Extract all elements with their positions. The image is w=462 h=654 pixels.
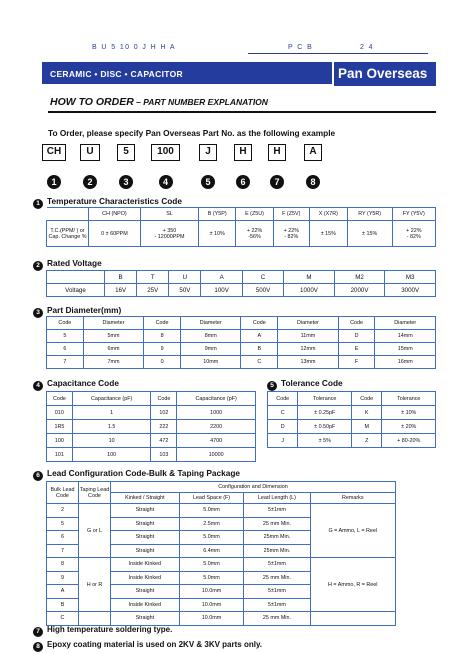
page-title: [50, 96, 268, 108]
table-cell: [79, 612, 111, 626]
pcb-page: [288, 44, 374, 51]
table-cell: [273, 221, 309, 247]
column-header: Code: [151, 392, 177, 406]
column-header: Capacitance (pF): [72, 392, 151, 406]
voltage-value: 100V: [201, 284, 242, 297]
table-cell: 10.0mm: [179, 585, 244, 599]
column-header: Diameter: [180, 317, 241, 330]
table-cell: 7mm: [83, 356, 144, 369]
table-row: [47, 356, 436, 369]
table-cell: J: [268, 434, 298, 448]
section-title: Rated Voltage: [47, 258, 102, 268]
table-header-row: [47, 317, 436, 330]
table-cell: 5.0mm: [179, 531, 244, 545]
cell-line: -56%: [248, 233, 261, 240]
table-cell: 5.0mm: [179, 571, 244, 585]
example-number-circle: 1: [47, 175, 61, 189]
table-cell: 222: [151, 420, 177, 434]
column-header: Tolerance: [382, 392, 436, 406]
example-code-box: H: [234, 144, 252, 161]
column-header: FY (Y5V): [392, 208, 435, 221]
cell-line: + 350: [162, 227, 177, 234]
table-cell: 101: [47, 448, 73, 462]
voltage-code: B: [105, 271, 137, 284]
table-cell: [199, 221, 236, 247]
table-cell: 5±1mm: [244, 504, 310, 518]
column-header: Diameter: [83, 317, 144, 330]
table-header-row: [47, 208, 436, 221]
table-header-row: [47, 271, 436, 284]
example-code-box: H: [268, 144, 286, 161]
section-lead-config: [33, 468, 240, 481]
table-cell: Inside Kinked: [111, 558, 180, 572]
table-cell: [310, 612, 395, 626]
column-header: Taping Lead Code: [79, 482, 111, 504]
column-header: X (X7R): [309, 208, 347, 221]
table-cell: 5mm: [83, 330, 144, 343]
voltage-value: 2000V: [334, 284, 385, 297]
cell-line: ± 15%: [320, 230, 336, 237]
column-header: Code: [241, 317, 278, 330]
table-cell: Inside Kinked: [111, 571, 180, 585]
table-cell: 14mm: [375, 330, 436, 343]
table-cell: 472: [151, 434, 177, 448]
section-number: 1: [33, 199, 43, 209]
section-title: Temperature Characteristics Code: [47, 196, 182, 206]
table-cell: [392, 221, 435, 247]
note-7: [33, 625, 172, 637]
table-cell: 13mm: [278, 356, 339, 369]
table-cell: B: [47, 598, 79, 612]
column-header: Configuration and Dimension: [111, 482, 396, 493]
table-row: [47, 612, 396, 626]
table-cell: 9: [47, 571, 79, 585]
column-header: CH (NPO): [89, 208, 141, 221]
table-cell: Straight: [111, 504, 180, 518]
table-row: [268, 420, 436, 434]
table-cell: 102: [151, 406, 177, 420]
table-cell: 2.5mm: [179, 517, 244, 531]
title-main: HOW TO ORDER: [50, 96, 134, 108]
table-cell: 5: [47, 517, 79, 531]
voltage-value: 25V: [137, 284, 169, 297]
row-label: Voltage: [47, 284, 105, 297]
capacitance-table: [46, 391, 256, 462]
note-text: High temperature soldering type.: [47, 625, 173, 634]
example-number-circle: 3: [119, 175, 133, 189]
title-sub: – PART NUMBER EXPLANATION: [133, 97, 268, 107]
note-text: Epoxy coating material is used on 2KV & 3KV parts only.: [47, 640, 263, 649]
table-cell: 25mm Min.: [244, 544, 310, 558]
table-cell: C: [47, 612, 79, 626]
section-title: Tolerance Code: [281, 378, 343, 388]
table-cell: 12mm: [278, 343, 339, 356]
cell-line: + 22%: [283, 227, 299, 234]
table-cell: 15mm: [375, 343, 436, 356]
column-header: SL: [140, 208, 198, 221]
blank-cell: [47, 208, 89, 221]
table-cell: 010: [47, 406, 73, 420]
row-label-line: T.C.(PPM/ ) or: [50, 227, 85, 234]
section-number: 4: [33, 381, 43, 391]
column-header: E (Z5U): [236, 208, 273, 221]
table-cell: 1R5: [47, 420, 73, 434]
table-cell: 5.0mm: [179, 504, 244, 518]
table-cell: 9mm: [180, 343, 241, 356]
column-header: Code: [47, 392, 73, 406]
table-cell: 8: [47, 558, 79, 572]
voltage-value: 16V: [105, 284, 137, 297]
table-row: [47, 558, 396, 572]
voltage-code: M2: [334, 271, 385, 284]
taping-code: H or R: [79, 558, 111, 612]
table-cell: 6mm: [83, 343, 144, 356]
table-cell: 16mm: [375, 356, 436, 369]
remarks-cell: G = Ammo, L = Reel: [310, 504, 395, 558]
note-8: [33, 640, 262, 652]
table-cell: ± 10%: [382, 406, 436, 420]
header-line: [58, 44, 458, 55]
table-cell: 7: [47, 356, 84, 369]
table-row: [47, 448, 256, 462]
table-cell: 25 mm Min.: [244, 571, 310, 585]
cell-line: - 82%: [406, 233, 421, 240]
column-header: Diameter: [375, 317, 436, 330]
table-cell: 100: [47, 434, 73, 448]
column-header: Code: [144, 317, 181, 330]
section-number: 5: [267, 381, 277, 391]
pcb-label: P C B: [288, 44, 314, 51]
voltage-code: A: [201, 271, 242, 284]
category-banner: CERAMIC • DISC • CAPACITOR: [42, 62, 332, 84]
title-rule: [48, 111, 436, 113]
cell-line: - 82%: [284, 233, 299, 240]
section-number: 6: [33, 471, 43, 481]
table-row: [47, 221, 436, 247]
table-cell: C: [268, 406, 298, 420]
table-cell: C: [241, 356, 278, 369]
column-header: Tolerance: [298, 392, 352, 406]
brand-logo: Pan Overseas: [334, 62, 436, 86]
voltage-value: 50V: [169, 284, 201, 297]
table-cell: Z: [351, 434, 381, 448]
column-header: Code: [268, 392, 298, 406]
column-header: RY (Y5R): [347, 208, 392, 221]
lead-config-table: [46, 481, 396, 626]
table-cell: 10.0mm: [179, 598, 244, 612]
table-row: [268, 406, 436, 420]
taping-code: G or L: [79, 504, 111, 558]
table-cell: 10: [72, 434, 151, 448]
section-title: Part Diameter(mm): [47, 305, 122, 315]
table-cell: 9: [144, 343, 181, 356]
example-number-circle: 6: [236, 175, 250, 189]
remarks-cell: H = Ammo, R = Reel: [310, 558, 395, 612]
column-header: Diameter: [278, 317, 339, 330]
section-number: 2: [33, 261, 43, 271]
table-cell: ± 0.25pF: [298, 406, 352, 420]
temperature-table: [46, 207, 436, 247]
table-cell: 5±1mm: [244, 598, 310, 612]
example-code-box: CH: [42, 144, 66, 161]
table-cell: 1000: [177, 406, 256, 420]
table-cell: Straight: [111, 531, 180, 545]
table-cell: K: [351, 406, 381, 420]
table-cell: Inside Kinked: [111, 598, 180, 612]
voltage-code: M: [284, 271, 335, 284]
note-number: 7: [33, 627, 43, 637]
table-cell: 5±1mm: [244, 558, 310, 572]
table-cell: 100: [72, 448, 151, 462]
table-cell: [89, 221, 141, 247]
table-cell: D: [268, 420, 298, 434]
table-cell: 0: [144, 356, 181, 369]
table-cell: 25mm Min.: [244, 531, 310, 545]
example-code-box: A: [304, 144, 322, 161]
example-number-circle: 8: [306, 175, 320, 189]
voltage-value: 1000V: [284, 284, 335, 297]
table-cell: Straight: [111, 585, 180, 599]
table-row: [47, 420, 256, 434]
table-cell: 4700: [177, 434, 256, 448]
table-cell: 8mm: [180, 330, 241, 343]
table-cell: 103: [151, 448, 177, 462]
column-header: Capacitance (pF): [177, 392, 256, 406]
voltage-code: T: [137, 271, 169, 284]
table-cell: 6: [47, 531, 79, 545]
table-cell: 10.0mm: [179, 612, 244, 626]
example-code-box: 5: [117, 144, 135, 161]
table-header-row: [47, 482, 396, 493]
column-header: B (Y5P): [199, 208, 236, 221]
column-header: Kinked / Straight: [111, 493, 180, 504]
table-cell: 25 mm Min.: [244, 612, 310, 626]
voltage-code: U: [169, 271, 201, 284]
table-cell: [236, 221, 273, 247]
table-cell: [309, 221, 347, 247]
table-cell: ± 20%: [382, 420, 436, 434]
table-cell: D: [338, 330, 375, 343]
cell-line: 0 ± 60PPM: [101, 230, 128, 237]
section-tolerance: [267, 378, 343, 391]
table-cell: 8: [144, 330, 181, 343]
section-title: Lead Configuration Code-Bulk & Taping Package: [47, 468, 240, 478]
doc-code: B U 5 10 0 J H H A: [92, 44, 176, 51]
table-cell: + 80-20%: [382, 434, 436, 448]
table-cell: 6.4mm: [179, 544, 244, 558]
column-header: Code: [338, 317, 375, 330]
table-cell: M: [351, 420, 381, 434]
column-header: F (Z5V): [273, 208, 309, 221]
table-cell: 6: [47, 343, 84, 356]
table-cell: 1: [72, 406, 151, 420]
table-cell: 25 mm Min.: [244, 517, 310, 531]
table-cell: ± 0.50pF: [298, 420, 352, 434]
note-number: 8: [33, 642, 43, 652]
voltage-value: 3000V: [385, 284, 436, 297]
column-header: Lead Space (F): [179, 493, 244, 504]
table-cell: 7: [47, 544, 79, 558]
example-code-box: J: [199, 144, 217, 161]
example-number-circle: 5: [201, 175, 215, 189]
table-row: [47, 343, 436, 356]
section-number: 3: [33, 308, 43, 318]
voltage-code: C: [242, 271, 283, 284]
table-row: [47, 284, 436, 297]
table-cell: 5: [47, 330, 84, 343]
voltage-code: M3: [385, 271, 436, 284]
table-cell: A: [47, 585, 79, 599]
table-row: [47, 434, 256, 448]
table-cell: Straight: [111, 612, 180, 626]
table-row: [268, 434, 436, 448]
example-number-circle: 7: [270, 175, 284, 189]
row-label-line: Cap. Change %: [48, 233, 87, 240]
table-cell: 5.0mm: [179, 558, 244, 572]
table-cell: B: [241, 343, 278, 356]
column-header: Code: [351, 392, 381, 406]
table-cell: [140, 221, 198, 247]
table-cell: 1.5: [72, 420, 151, 434]
column-header: Code: [47, 317, 84, 330]
cell-line: + 22%: [406, 227, 422, 234]
cell-line: - 12000PPM: [154, 233, 185, 240]
row-label: [47, 221, 89, 247]
table-cell: [347, 221, 392, 247]
voltage-value: 500V: [242, 284, 283, 297]
table-cell: Straight: [111, 544, 180, 558]
table-cell: 5±1mm: [244, 585, 310, 599]
table-cell: A: [241, 330, 278, 343]
section-title: Capacitance Code: [47, 378, 119, 388]
table-cell: ± 5%: [298, 434, 352, 448]
column-header: Bulk Lead Code: [47, 482, 79, 504]
table-cell: F: [338, 356, 375, 369]
tolerance-table: [267, 391, 436, 448]
intro-text: To Order, please specify Pan Overseas Part No. as the following example: [48, 128, 336, 138]
page-number: 2 4: [359, 44, 374, 51]
table-cell: 11mm: [278, 330, 339, 343]
example-code-box: 100: [151, 144, 180, 161]
table-header-row: [268, 392, 436, 406]
diameter-table: [46, 316, 436, 369]
blank-cell: [47, 271, 105, 284]
table-cell: 2200: [177, 420, 256, 434]
voltage-table: [46, 270, 436, 297]
table-row: [47, 330, 436, 343]
table-cell: 2: [47, 504, 79, 518]
column-header: Lead Length (L): [244, 493, 310, 504]
table-cell: E: [338, 343, 375, 356]
table-row: [47, 406, 256, 420]
cell-line: + 22%: [246, 227, 263, 234]
section-capacitance: [33, 378, 119, 391]
table-cell: 10mm: [180, 356, 241, 369]
cell-line: ± 10%: [209, 230, 225, 237]
column-header: Remarks: [310, 493, 395, 504]
table-cell: Straight: [111, 517, 180, 531]
cell-line: ± 15%: [362, 230, 378, 237]
header-rule: [248, 53, 428, 54]
example-number-circle: 4: [159, 175, 173, 189]
table-row: [47, 504, 396, 518]
example-number-circle: 2: [83, 175, 97, 189]
table-cell: 10000: [177, 448, 256, 462]
table-header-row: [47, 392, 256, 406]
example-code-box: U: [80, 144, 100, 161]
